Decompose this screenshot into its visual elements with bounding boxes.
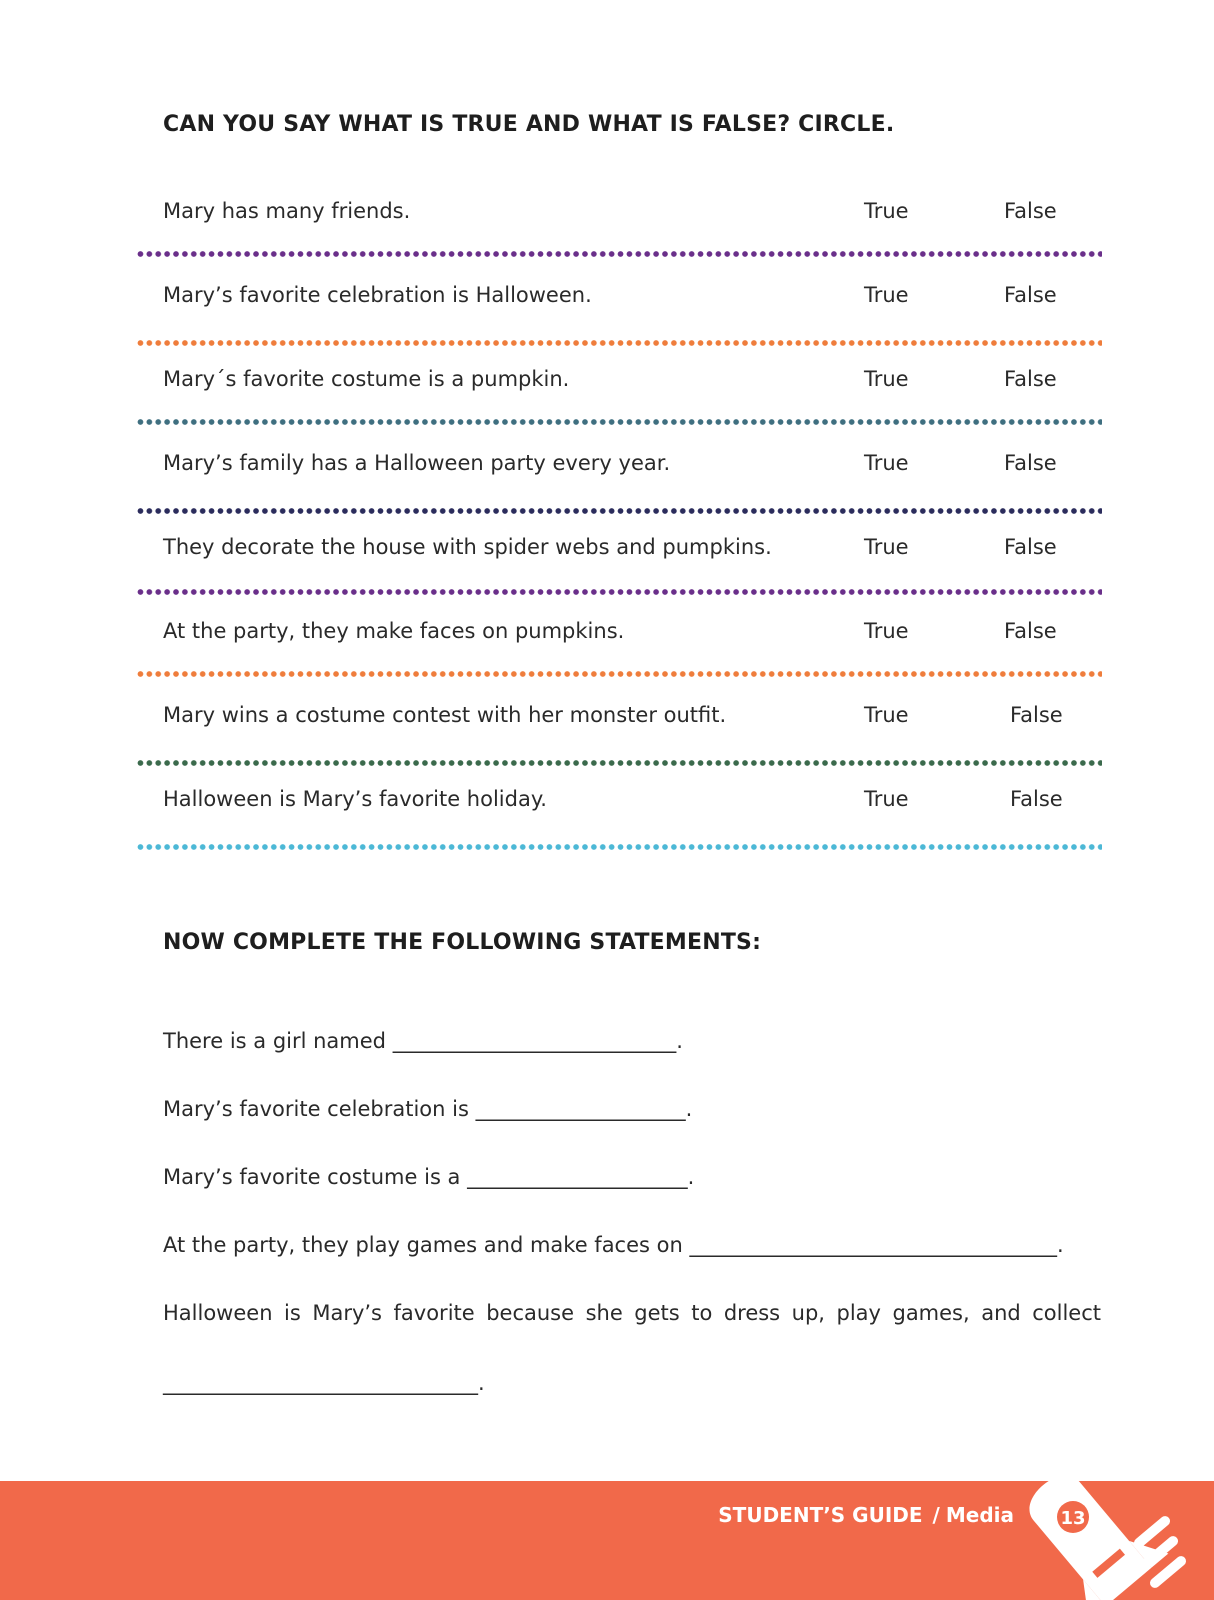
- false-option[interactable]: False: [1004, 451, 1057, 475]
- false-option[interactable]: False: [1010, 787, 1063, 811]
- true-option[interactable]: True: [864, 535, 909, 559]
- true-option[interactable]: True: [864, 451, 909, 475]
- statement-text: Mary has many friends.: [163, 199, 411, 223]
- dotted-divider: [136, 589, 1102, 595]
- true-false-row: [163, 196, 1083, 226]
- dotted-divider: [136, 251, 1102, 257]
- true-option[interactable]: True: [864, 199, 909, 223]
- false-option[interactable]: False: [1004, 283, 1057, 307]
- dotted-divider: [136, 760, 1102, 766]
- true-false-row: [163, 280, 1083, 310]
- true-false-row: [163, 448, 1083, 478]
- section-label: Media: [945, 1503, 1014, 1527]
- dotted-divider: [136, 671, 1102, 677]
- statement-text: Mary´s favorite costume is a pumpkin.: [163, 367, 570, 391]
- true-false-row: [163, 784, 1083, 814]
- true-false-row: [163, 532, 1083, 562]
- complete-statement-4: At the party, they play games and make faces on ___________________________________.: [163, 1233, 1064, 1257]
- true-option[interactable]: True: [864, 703, 909, 727]
- dotted-divider: [136, 340, 1102, 346]
- complete-statement-5: Halloween is Mary’s favorite because she gets to dress up, play games, and collect: [163, 1301, 1101, 1325]
- true-option[interactable]: True: [864, 619, 909, 643]
- false-option[interactable]: False: [1004, 367, 1057, 391]
- false-option[interactable]: False: [1004, 619, 1057, 643]
- complete-statement-1: There is a girl named ___________________________.: [163, 1029, 683, 1053]
- rocket-icon: [1020, 1471, 1214, 1600]
- true-false-row: [163, 616, 1083, 646]
- guide-label: STUDENT’S GUIDE: [718, 1503, 923, 1527]
- statement-text: Mary’s favorite celebration is Halloween.: [163, 283, 592, 307]
- true-false-heading: CAN YOU SAY WHAT IS TRUE AND WHAT IS FALSE? CIRCLE.: [163, 112, 895, 137]
- dotted-divider: [136, 419, 1102, 425]
- page-number: 13: [1060, 1508, 1086, 1529]
- true-false-row: [163, 364, 1083, 394]
- footer-bar: [0, 1481, 1214, 1600]
- complete-statement-3: Mary’s favorite costume is a _____________________.: [163, 1165, 695, 1189]
- true-option[interactable]: True: [864, 787, 909, 811]
- true-option[interactable]: True: [864, 367, 909, 391]
- false-option[interactable]: False: [1010, 703, 1063, 727]
- false-option[interactable]: False: [1004, 199, 1057, 223]
- statement-text: Mary wins a costume contest with her monster outfit.: [163, 703, 727, 727]
- true-false-row: [163, 700, 1083, 730]
- complete-statement-5-blank: ______________________________.: [163, 1371, 485, 1395]
- false-option[interactable]: False: [1004, 535, 1057, 559]
- statement-text: At the party, they make faces on pumpkins.: [163, 619, 625, 643]
- dotted-divider: [136, 844, 1102, 850]
- dotted-divider: [136, 508, 1102, 514]
- footer-separator: /: [932, 1503, 940, 1527]
- statement-text: Mary’s family has a Halloween party every year.: [163, 451, 671, 475]
- statement-text: Halloween is Mary’s favorite holiday.: [163, 787, 547, 811]
- true-option[interactable]: True: [864, 283, 909, 307]
- statement-text: They decorate the house with spider webs and pumpkins.: [163, 535, 772, 559]
- complete-statement-2: Mary’s favorite celebration is ____________________.: [163, 1097, 693, 1121]
- footer-label: [718, 1503, 1014, 1527]
- complete-statements-heading: NOW COMPLETE THE FOLLOWING STATEMENTS:: [163, 930, 762, 955]
